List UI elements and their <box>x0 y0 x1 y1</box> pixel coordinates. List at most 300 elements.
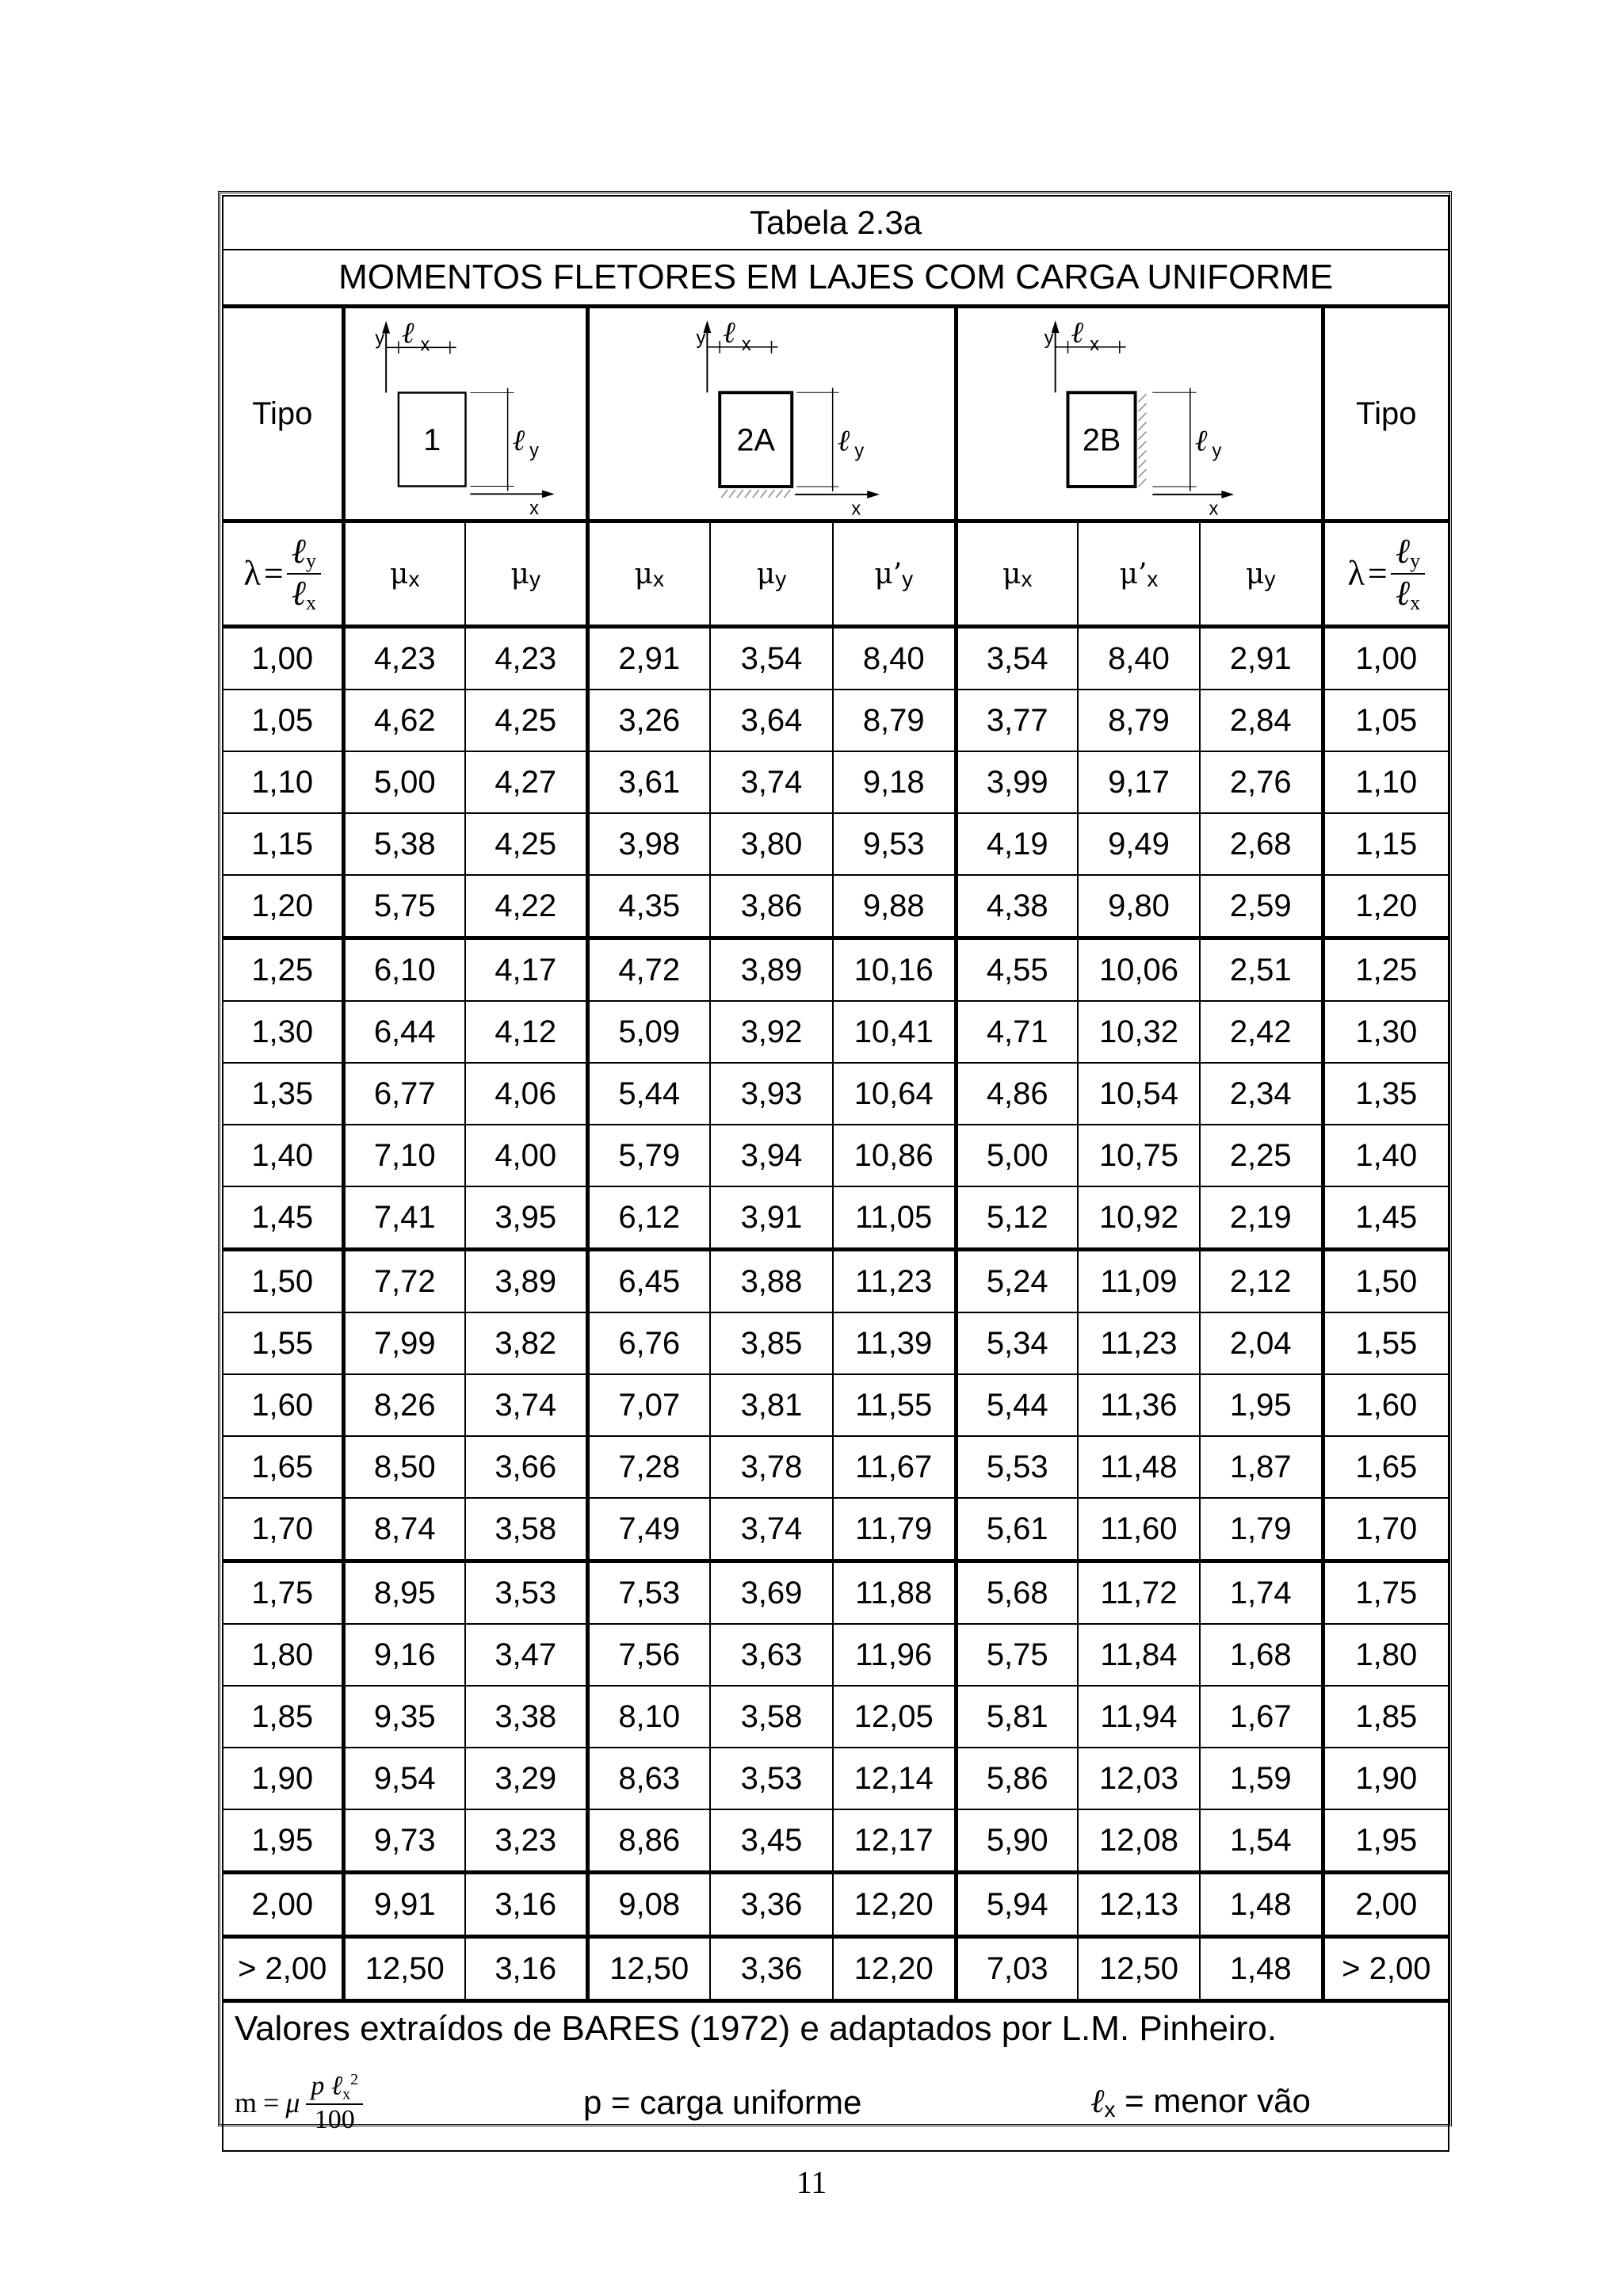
lambda-cell: 1,60 <box>1323 1374 1449 1436</box>
span-y-symbol: ℓ <box>1194 422 1207 458</box>
lambda-den-sub: x <box>1410 591 1421 614</box>
slab-type-1-icon <box>346 308 586 519</box>
table-row <box>223 1186 1449 1250</box>
table-row <box>223 1561 1449 1625</box>
table-row <box>223 1250 1449 1313</box>
span-x-sub: x <box>1089 334 1099 355</box>
table-cell: 3,77 <box>956 690 1078 751</box>
lambda-cell: 1,55 <box>1323 1312 1449 1374</box>
table-cell: 11,48 <box>1078 1436 1200 1498</box>
table-cell: 3,99 <box>956 751 1078 813</box>
table-cell: 4,62 <box>343 690 465 751</box>
table-cell: 5,94 <box>956 1873 1078 1937</box>
diagram-type-2a <box>587 307 956 521</box>
lambda-cell: 1,45 <box>223 1186 343 1250</box>
col-head-symbol: μ <box>390 558 409 590</box>
table-cell: 4,22 <box>465 875 587 938</box>
table-cell: 5,00 <box>956 1125 1078 1186</box>
col-head-symbol: μ <box>510 558 529 590</box>
table-cell: 2,42 <box>1200 1001 1323 1063</box>
table-cell: 6,45 <box>587 1250 710 1313</box>
table-cell: 4,17 <box>465 938 587 1002</box>
lambda-cell: 2,00 <box>1323 1873 1449 1937</box>
table-cell: 5,75 <box>343 875 465 938</box>
lambda-cell: > 2,00 <box>1323 1937 1449 2001</box>
span-y-sub: y <box>529 441 539 462</box>
table-cell: 9,17 <box>1078 751 1200 813</box>
table-cell: 4,38 <box>956 875 1078 938</box>
table-cell: 12,14 <box>833 1748 956 1809</box>
lambda-cell: 1,80 <box>223 1624 343 1686</box>
table-row <box>223 1063 1449 1125</box>
table-row <box>223 1312 1449 1374</box>
table-cell: 3,86 <box>710 875 833 938</box>
table-cell: 4,00 <box>465 1125 587 1186</box>
table-cell: 8,79 <box>1078 690 1200 751</box>
table-row <box>223 1436 1449 1498</box>
lambda-cell: 1,70 <box>223 1498 343 1561</box>
table-cell: 4,55 <box>956 938 1078 1002</box>
lambda-cell: 1,25 <box>1323 938 1449 1002</box>
p-definition: p = carga uniforme <box>583 2084 862 2121</box>
x-axis-label: x <box>850 499 861 519</box>
span-y-symbol: ℓ <box>512 422 525 458</box>
table-row <box>223 1748 1449 1809</box>
lambda-num: ℓ <box>1395 532 1411 571</box>
table-cell: 11,23 <box>1078 1312 1200 1374</box>
table-cell: 10,92 <box>1078 1186 1200 1250</box>
table-title: Tabela 2.3a <box>223 196 1449 250</box>
span-x-sub: x <box>741 334 751 355</box>
lambda-symbol: λ <box>1347 554 1365 593</box>
table-cell: 3,80 <box>710 813 833 875</box>
table-cell: 7,10 <box>343 1125 465 1186</box>
type-1-label: 1 <box>422 422 441 458</box>
table-cell: 5,53 <box>956 1436 1078 1498</box>
table-cell: 8,50 <box>343 1436 465 1498</box>
formula-fraction <box>306 2072 363 2134</box>
table-cell: 8,10 <box>587 1686 710 1748</box>
table-row <box>223 1809 1449 1873</box>
table-cell: 2,84 <box>1200 690 1323 751</box>
lambda-cell: 1,85 <box>223 1686 343 1748</box>
table-row <box>223 813 1449 875</box>
lambda-cell: 1,20 <box>1323 875 1449 938</box>
table-cell: 5,34 <box>956 1312 1078 1374</box>
table-cell: 9,18 <box>833 751 956 813</box>
formula-mu: μ <box>285 2086 300 2118</box>
table-cell: 3,74 <box>465 1374 587 1436</box>
page-number: 11 <box>796 2164 827 2200</box>
lambda-cell: 1,75 <box>1323 1561 1449 1625</box>
table-row <box>223 1686 1449 1748</box>
table-cell: 1,87 <box>1200 1436 1323 1498</box>
table-cell: 11,96 <box>833 1624 956 1686</box>
table-cell: 9,73 <box>343 1809 465 1873</box>
table-cell: 3,82 <box>465 1312 587 1374</box>
table-cell: 3,89 <box>465 1250 587 1313</box>
y-axis-label: y <box>1044 327 1054 349</box>
table-cell: 10,06 <box>1078 938 1200 1002</box>
table-cell: 7,28 <box>587 1436 710 1498</box>
table-cell: 4,72 <box>587 938 710 1002</box>
formula-p: p <box>311 2071 325 2101</box>
table-cell: 2,68 <box>1200 813 1323 875</box>
table-cell: 3,16 <box>465 1873 587 1937</box>
table-cell: 8,79 <box>833 690 956 751</box>
lambda-cell: 1,60 <box>223 1374 343 1436</box>
table-cell: 7,07 <box>587 1374 710 1436</box>
table-row <box>223 1937 1449 2001</box>
table-cell: 10,86 <box>833 1125 956 1186</box>
footer-source-cell <box>223 2001 1449 2056</box>
span-y-sub: y <box>1212 441 1221 462</box>
table-cell: 11,67 <box>833 1436 956 1498</box>
formula-ell: ℓ <box>330 2071 343 2101</box>
table-cell: 4,06 <box>465 1063 587 1125</box>
table-cell: 9,49 <box>1078 813 1200 875</box>
lambda-cell: 1,20 <box>223 875 343 938</box>
table-cell: 7,49 <box>587 1498 710 1561</box>
table-cell: 3,29 <box>465 1748 587 1809</box>
table-cell: 5,81 <box>956 1686 1078 1748</box>
lambda-cell: 1,95 <box>223 1809 343 1873</box>
lambda-den-sub: x <box>306 591 316 614</box>
lambda-head-right <box>1323 521 1449 627</box>
table-cell: 4,25 <box>465 690 587 751</box>
lambda-cell: 1,10 <box>223 751 343 813</box>
slab-type-2a-icon <box>590 308 954 519</box>
footer-source: Valores extraídos de BARES (1972) e adaptados por L.M. Pinheiro. <box>235 2009 1277 2048</box>
tipo-label-left: Tipo <box>223 307 343 521</box>
table-row <box>223 1498 1449 1561</box>
col-head-6 <box>956 521 1078 627</box>
lambda-cell: 1,65 <box>1323 1436 1449 1498</box>
footer-formula-cell <box>223 2055 1449 2151</box>
table-cell: 2,91 <box>1200 627 1323 690</box>
table-cell: 11,55 <box>833 1374 956 1436</box>
table-cell: 3,85 <box>710 1312 833 1374</box>
table-cell: 11,60 <box>1078 1498 1200 1561</box>
moment-table <box>222 195 1449 2152</box>
table-cell: 5,09 <box>587 1001 710 1063</box>
table-cell: 4,23 <box>343 627 465 690</box>
table-cell: 2,04 <box>1200 1312 1323 1374</box>
table-row <box>223 1374 1449 1436</box>
table-cell: 12,50 <box>343 1937 465 2001</box>
lambda-cell: 1,65 <box>223 1436 343 1498</box>
table-row <box>223 690 1449 751</box>
lambda-num-sub: y <box>1410 549 1421 572</box>
table-cell: 3,88 <box>710 1250 833 1313</box>
table-cell: 9,53 <box>833 813 956 875</box>
table-cell: 3,47 <box>465 1624 587 1686</box>
lambda-cell: 1,05 <box>223 690 343 751</box>
table-cell: 3,53 <box>710 1748 833 1809</box>
col-head-5 <box>833 521 956 627</box>
table-cell: 4,86 <box>956 1063 1078 1125</box>
table-cell: 3,81 <box>710 1374 833 1436</box>
table-cell: 1,68 <box>1200 1624 1323 1686</box>
lambda-num-sub: y <box>306 549 316 572</box>
lambda-cell: 2,00 <box>223 1873 343 1937</box>
span-x-symbol: ℓ <box>401 315 414 350</box>
table-cell: 3,69 <box>710 1561 833 1625</box>
tipo-label-right: Tipo <box>1323 307 1449 521</box>
table-cell: 9,08 <box>587 1873 710 1937</box>
lambda-fraction <box>1391 534 1425 613</box>
lambda-cell: 1,35 <box>223 1063 343 1125</box>
lambda-cell: 1,30 <box>223 1001 343 1063</box>
lambda-cell: 1,10 <box>1323 751 1449 813</box>
table-cell: 1,48 <box>1200 1937 1323 2001</box>
table-cell: 5,61 <box>956 1498 1078 1561</box>
col-head-sub: x <box>1021 567 1033 591</box>
table-cell: 7,41 <box>343 1186 465 1250</box>
table-cell: 12,20 <box>833 1873 956 1937</box>
table-cell: 5,75 <box>956 1624 1078 1686</box>
table-cell: 5,68 <box>956 1561 1078 1625</box>
table-cell: 3,64 <box>710 690 833 751</box>
table-cell: 4,27 <box>465 751 587 813</box>
span-x-symbol: ℓ <box>722 314 735 350</box>
table-cell: 3,23 <box>465 1809 587 1873</box>
table-cell: 6,10 <box>343 938 465 1002</box>
x-axis-label: x <box>529 498 539 519</box>
span-y-symbol: ℓ <box>837 422 850 458</box>
table-cell: 8,26 <box>343 1374 465 1436</box>
table-cell: 11,09 <box>1078 1250 1200 1313</box>
table-row <box>223 1001 1449 1063</box>
table-cell: 10,64 <box>833 1063 956 1125</box>
table-row <box>223 1125 1449 1186</box>
table-cell: 1,95 <box>1200 1374 1323 1436</box>
col-head-sub: y <box>529 567 540 591</box>
lx-symbol: ℓ <box>1090 2081 1105 2120</box>
table-cell: 3,26 <box>587 690 710 751</box>
col-head-symbol: μ <box>1246 558 1265 590</box>
col-head-symbol: μ’ <box>1119 558 1148 590</box>
table-cell: 3,93 <box>710 1063 833 1125</box>
table-cell: 5,90 <box>956 1809 1078 1873</box>
lambda-den: ℓ <box>291 574 306 613</box>
col-head-sub: x <box>1147 567 1159 591</box>
table-cell: 9,16 <box>343 1624 465 1686</box>
lambda-cell: 1,35 <box>1323 1063 1449 1125</box>
col-head-symbol: μ <box>634 558 653 590</box>
table-cell: 4,71 <box>956 1001 1078 1063</box>
table-cell: 3,36 <box>710 1937 833 2001</box>
span-y-sub: y <box>854 441 864 462</box>
moment-formula <box>235 2072 583 2134</box>
lx-sub: x <box>1104 2097 1116 2122</box>
table-row <box>223 875 1449 938</box>
table-row <box>223 751 1449 813</box>
table-cell: 10,75 <box>1078 1125 1200 1186</box>
table-cell: 2,12 <box>1200 1250 1323 1313</box>
table-cell: 4,19 <box>956 813 1078 875</box>
table-cell: 8,74 <box>343 1498 465 1561</box>
lambda-cell: 1,05 <box>1323 690 1449 751</box>
span-x-symbol: ℓ <box>1070 314 1083 350</box>
table-cell: 11,88 <box>833 1561 956 1625</box>
table-cell: 4,23 <box>465 627 587 690</box>
lambda-equals: = <box>1367 554 1388 593</box>
table-row <box>223 627 1449 690</box>
table-cell: 10,41 <box>833 1001 956 1063</box>
table-cell: 10,32 <box>1078 1001 1200 1063</box>
lambda-equals: = <box>263 554 284 593</box>
lambda-cell: 1,40 <box>223 1125 343 1186</box>
lambda-cell: 1,15 <box>223 813 343 875</box>
table-cell: 7,72 <box>343 1250 465 1313</box>
table-cell: 3,66 <box>465 1436 587 1498</box>
table-cell: 11,94 <box>1078 1686 1200 1748</box>
table-cell: 12,50 <box>587 1937 710 2001</box>
table-cell: 4,25 <box>465 813 587 875</box>
table-cell: 12,13 <box>1078 1873 1200 1937</box>
lambda-cell: 1,95 <box>1323 1809 1449 1873</box>
table-cell: 7,99 <box>343 1312 465 1374</box>
table-cell: 5,24 <box>956 1250 1078 1313</box>
col-head-sub: x <box>652 567 664 591</box>
table-cell: 9,54 <box>343 1748 465 1809</box>
table-cell: 2,19 <box>1200 1186 1323 1250</box>
table-cell: 7,56 <box>587 1624 710 1686</box>
table-row <box>223 938 1449 1002</box>
table-cell: 12,08 <box>1078 1809 1200 1873</box>
lambda-cell: > 2,00 <box>223 1937 343 2001</box>
col-head-4 <box>710 521 833 627</box>
table-cell: 11,36 <box>1078 1374 1200 1436</box>
table-cell: 8,86 <box>587 1809 710 1873</box>
table-cell: 1,59 <box>1200 1748 1323 1809</box>
lambda-cell: 1,75 <box>223 1561 343 1625</box>
lx-text: = menor vão <box>1115 2082 1311 2119</box>
lambda-fraction <box>287 534 321 613</box>
lx-definition <box>1090 2081 1311 2122</box>
table-cell: 1,74 <box>1200 1561 1323 1625</box>
table-cell: 5,00 <box>343 751 465 813</box>
lambda-cell: 1,55 <box>223 1312 343 1374</box>
type-2a-label: 2A <box>736 422 775 458</box>
table-cell: 6,77 <box>343 1063 465 1125</box>
table-cell: 6,12 <box>587 1186 710 1250</box>
table-cell: 8,40 <box>1078 627 1200 690</box>
formula-den: 100 <box>314 2105 355 2135</box>
table-cell: 3,98 <box>587 813 710 875</box>
formula-sub: x <box>342 2085 351 2103</box>
table-cell: 3,78 <box>710 1436 833 1498</box>
lambda-cell: 1,90 <box>223 1748 343 1809</box>
col-head-3 <box>587 521 710 627</box>
lambda-cell: 1,50 <box>1323 1250 1449 1313</box>
table-cell: 3,74 <box>710 751 833 813</box>
table-cell: 6,44 <box>343 1001 465 1063</box>
formula-m: m <box>235 2086 258 2118</box>
table-cell: 3,74 <box>710 1498 833 1561</box>
lambda-head-left <box>223 521 343 627</box>
lambda-cell: 1,25 <box>223 938 343 1002</box>
table-cell: 8,63 <box>587 1748 710 1809</box>
table-cell: 3,58 <box>465 1498 587 1561</box>
y-axis-label: y <box>374 328 384 350</box>
table-cell: 3,36 <box>710 1873 833 1937</box>
table-cell: 8,95 <box>343 1561 465 1625</box>
table-cell: 2,59 <box>1200 875 1323 938</box>
table-cell: 10,16 <box>833 938 956 1002</box>
table-cell: 10,54 <box>1078 1063 1200 1125</box>
lambda-cell: 1,90 <box>1323 1748 1449 1809</box>
table-cell: 11,39 <box>833 1312 956 1374</box>
table-cell: 11,05 <box>833 1186 956 1250</box>
table-cell: 9,91 <box>343 1873 465 1937</box>
col-head-7 <box>1078 521 1200 627</box>
table-cell: 4,12 <box>465 1001 587 1063</box>
table-cell: 9,80 <box>1078 875 1200 938</box>
y-axis-label: y <box>696 327 705 349</box>
col-head-2 <box>465 521 587 627</box>
lambda-cell: 1,40 <box>1323 1125 1449 1186</box>
lambda-symbol: λ <box>243 554 261 593</box>
col-head-sub: y <box>775 567 787 591</box>
table-cell: 1,67 <box>1200 1686 1323 1748</box>
slab-type-2b-icon <box>958 308 1321 519</box>
table-cell: 3,38 <box>465 1686 587 1748</box>
lambda-cell: 1,15 <box>1323 813 1449 875</box>
table-cell: 5,79 <box>587 1125 710 1186</box>
table-cell: 5,86 <box>956 1748 1078 1809</box>
span-x-sub: x <box>419 334 430 356</box>
table-cell: 1,54 <box>1200 1809 1323 1873</box>
table-cell: 8,40 <box>833 627 956 690</box>
table-cell: 12,50 <box>1078 1937 1200 2001</box>
table-cell: 2,76 <box>1200 751 1323 813</box>
table-cell: 3,92 <box>710 1001 833 1063</box>
table-cell: 7,03 <box>956 1937 1078 2001</box>
table-cell: 3,94 <box>710 1125 833 1186</box>
table-cell: 5,44 <box>587 1063 710 1125</box>
table-cell: 12,03 <box>1078 1748 1200 1809</box>
table-cell: 3,54 <box>710 627 833 690</box>
table-cell: 2,91 <box>587 627 710 690</box>
lambda-cell: 1,70 <box>1323 1498 1449 1561</box>
table-cell: 11,79 <box>833 1498 956 1561</box>
table-cell: 3,16 <box>465 1937 587 2001</box>
diagram-type-2b <box>956 307 1323 521</box>
table-cell: 3,95 <box>465 1186 587 1250</box>
table-cell: 12,20 <box>833 1937 956 2001</box>
table-cell: 3,53 <box>465 1561 587 1625</box>
table-cell: 11,84 <box>1078 1624 1200 1686</box>
table-cell: 9,88 <box>833 875 956 938</box>
lambda-cell: 1,85 <box>1323 1686 1449 1748</box>
col-head-symbol: μ <box>1002 558 1022 590</box>
table-cell: 2,51 <box>1200 938 1323 1002</box>
lambda-cell: 1,00 <box>223 627 343 690</box>
col-head-symbol: μ <box>756 558 776 590</box>
table-cell: 11,72 <box>1078 1561 1200 1625</box>
table-cell: 4,35 <box>587 875 710 938</box>
table-cell: 11,23 <box>833 1250 956 1313</box>
table-cell: 1,48 <box>1200 1873 1323 1937</box>
lambda-num: ℓ <box>291 532 306 571</box>
formula-sup: 2 <box>350 2070 359 2088</box>
table-subtitle: MOMENTOS FLETORES EM LAJES COM CARGA UNIFORME <box>223 250 1449 307</box>
table-cell: 7,53 <box>587 1561 710 1625</box>
lambda-cell: 1,00 <box>1323 627 1449 690</box>
diagram-type-1 <box>343 307 587 521</box>
